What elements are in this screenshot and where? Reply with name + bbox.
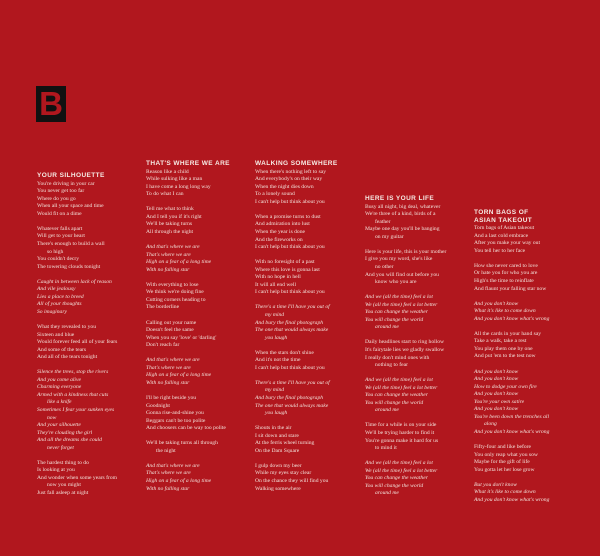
lyric-line: Tell me what to think [146,206,194,213]
lyric-line: I have come a long long way [146,183,211,190]
chorus-lyric-line: nothing to fear [375,362,408,369]
lyric-line: While my eyes stay clear [255,470,312,477]
stanza-gap [37,271,142,279]
chorus-lyric-line: The one that would always make [255,327,329,334]
lyric-line: I'll be right beside you [146,395,197,401]
lyric-line: I sit down and stare [255,432,299,439]
chorus-lyric-line: along [484,421,497,428]
lyric-line: I can't help but think about you [255,244,325,251]
chorus-lyric-line: High on a fear of a long time [146,478,212,485]
lyric-line: It's fairytale lies we gladly swallow [365,346,445,353]
chorus-lyric-line: And you don't know what's wrong [474,428,550,435]
lyric-line: Would fit on a dime [37,210,82,217]
lyric-line: And it's not the time [255,357,301,364]
lyric-line: What they revealed to you [37,323,97,330]
song-title [146,160,251,168]
chorus-lyric-line: my mind [265,311,285,318]
lyric-line: On the Dam Square [255,447,300,454]
lyric-line: Sixteen and blue [37,331,75,338]
lyric-line: While sulking like a man [146,176,203,183]
chorus-lyric-line: Silence the trees, stop the rivers [37,369,109,376]
lyric-line: And the fireworks on [255,236,303,243]
stanza-gap [365,332,475,340]
stanza-gap [474,437,584,445]
chorus-lyric-line: That's where we are [146,470,191,477]
chorus-lyric-line: And bury the final photograph [255,395,324,401]
chorus-lyric-line: And you don't know [474,406,519,413]
chorus-lyric-line: We (all the time) feel a lot better [365,467,438,474]
song-title [255,160,365,168]
lyric-line: When the stars don't shine [255,349,314,356]
lyric-line: Whatever falls apart [37,225,83,232]
chorus-lyric-line: There's a time I'll have you out of [255,304,330,311]
chorus-lyric-line: And your silhouette [37,422,81,429]
song-title-line: ASIAN TAKEOUT [474,216,533,224]
stanza-gap [146,350,251,358]
chorus-lyric-line: around me [375,490,399,497]
lyric-line: I gulp down my beer [255,462,302,469]
lyric-line: We're three of a kind, birds of a [365,211,436,218]
song-title [37,172,142,180]
stanza-gap [474,255,584,263]
chorus-lyric-line: And you don't know [474,300,519,307]
chorus-lyric-line: Caught in between lack of reason [37,278,112,285]
chorus-lyric-line: And vile jealousy [37,286,76,293]
lyric-line: Calling out your name [146,319,197,326]
lyric-line: Here is your life, this is your mother [365,248,447,255]
song-title [474,209,584,224]
lyric-line: You're gonna make it hard for us [365,437,439,444]
lyric-line: Take a walk, take a rest [474,338,527,345]
song-column-walking-somewhere [255,160,365,493]
lyric-line: And flaunt your falling star now [474,285,547,292]
lyric-line: When there's nothing left to say [255,168,327,175]
lyric-line: When the year is done [255,228,306,235]
chorus-lyric-line: And you don't know [474,376,519,383]
song-title-line: TORN BAGS OF [474,209,529,216]
lyric-line: How she never cared to love [474,262,538,269]
chorus-lyric-line: With no falling star [146,485,190,492]
lyric-line: Time for a while is on your side [365,422,437,429]
chorus-lyric-line: And that's where we are [146,357,200,364]
stanza-gap [474,323,584,331]
lyric-line: Daily headlines start to ring hollow [365,339,445,346]
stanza-gap [146,312,251,320]
chorus-lyric-line: High on a fear of a long time [146,372,212,379]
chorus-lyric-line: And we (all the time) feel a lot [365,460,433,467]
lyric-line: Torn bags of Asian takeout [474,225,535,232]
chorus-lyric-line: That's where we are [146,251,191,258]
chorus-lyric-line: How to dodge your own fire [474,383,537,390]
lyric-line: Cutting corners heading to [146,296,206,303]
chorus-lyric-line: like a knife [47,399,72,406]
chorus-lyric-line: All of your thoughts [37,301,82,308]
chorus-lyric-line: never forget [47,444,74,451]
chorus-lyric-line: you laugh [265,410,288,417]
chorus-lyric-line: That's where we are [146,364,191,371]
chorus-lyric-line: And you don't know what's wrong [474,315,550,322]
chorus-lyric-line: With no falling star [146,379,190,386]
chorus-lyric-line: We (all the time) feel a lot better [365,384,438,391]
lyric-line: Beggars can't be too polite [146,417,206,424]
lyric-line: You couldn't decry [37,256,80,263]
chorus-lyric-line: And we (all the time) feel a lot [365,294,433,301]
lyric-line: I can't help but think about you [255,364,325,371]
stanza-gap [37,218,142,226]
chorus-lyric-line: You can change the weather [365,475,428,482]
chorus-lyric-line: But you don't know [474,481,517,488]
lyric-line: Gonna rise-and-shine you [146,410,204,417]
lyric-line: Shouts in the air [255,425,292,432]
lyric-line: And choosers can be way too polite [146,425,226,432]
chorus-lyric-line: no other [375,263,394,270]
chorus-lyric-line: What it's like to come down [474,308,536,315]
stanza-gap [255,206,365,214]
chorus-lyric-line: Charming everyone [37,384,82,391]
lyric-line: Maybe one day you'll be banging [365,226,440,233]
stanza-gap [365,241,475,249]
lyric-line: Busy all night, big deal, whatever [365,203,441,210]
chorus-lyric-line: you laugh [265,334,288,341]
stanza-gap [255,372,365,380]
lyric-line: Reason like a child [146,168,189,175]
stanza-gap [146,274,251,282]
stanza-gap [146,455,251,463]
lyric-line: And I tell you if it's right [146,213,202,220]
chorus-lyric-line: around me [375,407,399,414]
chorus-lyric-line: High on a fear of a long time [146,259,212,266]
lyric-line: I really don't mind ones with [365,354,430,361]
chorus-lyric-line: With no falling star [146,266,190,273]
lyric-line: Would forever feed all of your fears [37,339,118,346]
lyric-line: When you say 'love' or 'darling' [146,334,217,341]
chorus-lyric-line: The one that would always make [255,402,329,409]
chorus-lyric-line: You can change the weather [365,309,428,316]
chorus-lyric-line: There's a time I'll have you out of [255,379,330,386]
lyric-line: When all your space and time [37,203,104,210]
lyric-line: And everybody's on their way [255,176,323,183]
chorus-lyric-line: And that's where we are [146,462,200,469]
lyric-line: We'll be taking turns [146,221,193,228]
lyric-line: You never get too far [37,188,85,195]
stanza-gap [146,433,251,441]
chorus-lyric-line: And bury the final photograph [255,319,324,326]
chorus-lyric-line: so high [47,248,64,255]
stanza-gap [37,316,142,324]
chorus-lyric-line: the night [156,447,176,454]
lyric-line: You play them one by one [474,345,533,352]
chorus-lyric-line: Lies a place to breed [37,293,84,300]
lyric-line: All the cards in your hand say [474,330,542,337]
lyric-line: Is looking at you [37,467,75,474]
lyric-line: And wonder when some years from [37,474,118,481]
lyric-line: Walking somewhere [255,485,301,492]
lyric-line: At the ferris wheel turning [255,440,315,447]
lyric-line: High's the time to reinflate [474,278,534,285]
chorus-lyric-line: What it's like to come down [474,489,536,496]
chorus-lyric-line: around me [375,324,399,331]
stanza-gap [255,342,365,350]
lyric-line: Goodnight [146,402,170,409]
lyric-line: And a last cold embrace [474,232,529,239]
stanza-gap [474,293,584,301]
lyric-line: We'll be taking turns all through [146,440,218,447]
chorus-lyric-line: And you don't know what's wrong [474,496,550,503]
chorus-lyric-line: So imaginary [37,308,67,315]
lyric-line: Or hate you for who you are [474,270,538,277]
lyric-line: Fifty-four and like before [474,444,532,451]
stanza-gap [146,387,251,395]
lyric-line: To do what I can [146,191,184,198]
chorus-lyric-line: And all the dreams she could [37,437,102,444]
lyric-line: Just fall asleep at night [37,490,89,497]
song-title-line: THAT'S WHERE WE ARE [146,160,230,167]
lyric-line: We'll be trying harder to find it [365,430,435,436]
lyric-line: All through the night [146,228,194,235]
chorus-lyric-line: You will change the world [365,482,424,489]
chorus-lyric-line: You will change the world [365,316,424,323]
lyric-line: And put 'em to the test now [474,353,536,360]
chorus-lyric-line: And we (all the time) feel a lot [365,377,433,384]
lyric-line: There's enough to build a wall [37,240,105,247]
chorus-lyric-line: on my guitar [375,233,404,240]
song-column-thats-where-we-are [146,160,251,493]
chorus-lyric-line: to mind it [375,445,397,452]
song-column-your-silhouette [37,172,142,498]
stanza-gap [146,237,251,245]
chorus-lyric-line: feather [375,218,391,225]
lyric-line: Where this love is gonna last [255,266,320,273]
chorus-lyric-line: know who you are [375,279,417,286]
stanza-gap [255,418,365,426]
lyric-line: Doesn't feel the same [146,327,194,334]
song-column-here-is-your-life [365,195,475,498]
stanza-gap [146,199,251,207]
stanza-gap [474,474,584,482]
chorus-lyric-line: now [47,414,57,421]
lyric-line: To a lonely sound [255,191,295,198]
lyric-line: Maybe for the gift of life [474,459,530,466]
lyric-line: Will get to your heart [37,233,85,240]
chorus-lyric-line: And you come alive [37,376,81,383]
lyric-line: It will all end well [255,281,297,288]
lyric-line: On the chance they will find you [255,478,329,485]
lyric-line: And you will find out before you [365,271,439,278]
lyric-line: When a promise turns to dust [255,213,321,220]
lyric-line: You're driving in your car [37,180,95,187]
lyric-line: You tell her to her face [474,247,526,254]
lyric-line: And all of the tears tonight [37,354,98,361]
chorus-lyric-line: You will change the world [365,399,424,406]
lyric-line: We think we're doing fine [146,289,204,296]
lyric-line: You only reap what you sow [474,451,538,458]
lyric-line: Where do you go [37,195,76,202]
stanza-gap [37,452,142,460]
chorus-lyric-line: my mind [265,387,285,394]
lyric-line: Don't reach far [146,342,180,349]
lyric-line: When the night dies down [255,183,314,190]
section-letter-block: B [36,86,66,122]
chorus-lyric-line: We (all the time) feel a lot better [365,301,438,308]
chorus-lyric-line: And you don't know [474,391,519,398]
lyric-line: I can't help but think about you [255,198,325,205]
chorus-lyric-line: And you don't know [474,368,519,375]
song-title-line: YOUR SILHOUETTE [37,172,105,179]
lyric-line: The hardest thing to do [37,459,89,466]
stanza-gap [474,361,584,369]
lyric-line: I can't help but think about you [255,289,325,296]
lyric-line: With no foresight of a past [255,259,315,266]
lyric-line: With no hope in hell [255,274,301,281]
chorus-lyric-line: You can change the weather [365,392,428,399]
chorus-lyric-line: You're your own satire [474,398,525,405]
stanza-gap [37,362,142,370]
chorus-lyric-line: Armed with a kindness that cuts [37,391,109,398]
lyric-line: The borderline [146,304,180,311]
lyric-line: With everything to lose [146,281,199,288]
lyric-line: After you make your way out [474,240,541,247]
chorus-lyric-line: You're been down the trenches all [474,413,549,420]
lyric-line: The towering clouds tonight [37,263,101,270]
lyric-line: I give you my word, she's like [365,256,433,263]
chorus-lyric-line: And that's where we are [146,244,200,251]
lyric-line: And some of the tears [37,346,87,353]
song-title [365,195,475,203]
lyric-line: You gotta let her lose grow [474,466,535,473]
song-title-line: HERE IS YOUR LIFE [365,195,435,202]
chorus-lyric-line: They're clouding the girl [37,429,93,436]
chorus-lyric-line: now you might [47,482,81,489]
chorus-lyric-line: Sometimes I fear your sunken eyes [37,407,115,413]
stanza-gap [255,455,365,463]
song-column-torn-bags-of-asian-takeout [474,209,584,504]
lyric-line: And admiration into lust [255,221,310,228]
song-title-line: WALKING SOMEWHERE [255,160,338,167]
